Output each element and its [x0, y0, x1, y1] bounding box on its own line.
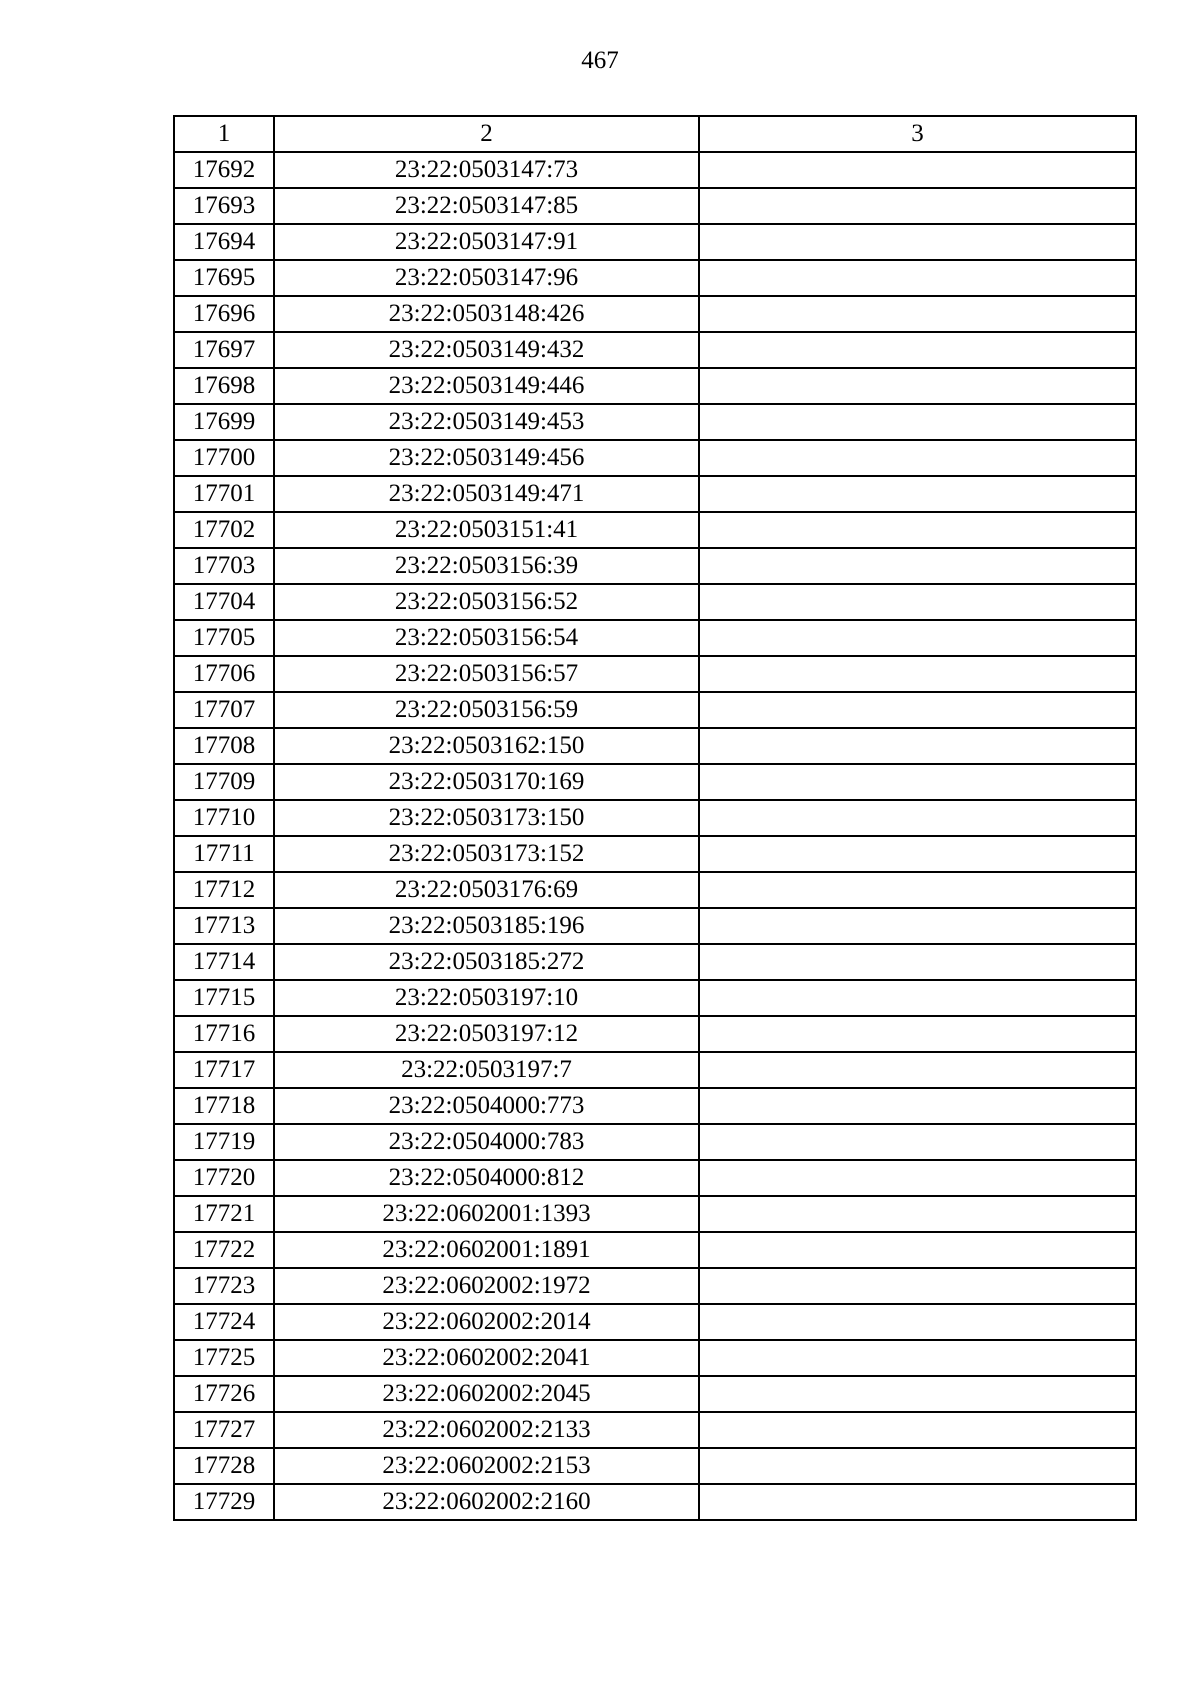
table-row: [174, 440, 1136, 476]
table-row: [174, 1412, 1136, 1448]
cell-row-number: 17724: [174, 1304, 274, 1340]
cell-row-number: 17696: [174, 296, 274, 332]
cell-note: [699, 1196, 1136, 1232]
cell-note: [699, 836, 1136, 872]
cell-cadastral-number: 23:22:0504000:812: [274, 1160, 699, 1196]
table-row: [174, 548, 1136, 584]
table-row: [174, 1196, 1136, 1232]
cell-cadastral-number: 23:22:0602002:2133: [274, 1412, 699, 1448]
cell-note: [699, 1052, 1136, 1088]
cell-row-number: 17726: [174, 1376, 274, 1412]
table-row: [174, 584, 1136, 620]
cell-cadastral-number: 23:22:0503156:52: [274, 584, 699, 620]
cell-cadastral-number: 23:22:0503176:69: [274, 872, 699, 908]
cell-row-number: 17723: [174, 1268, 274, 1304]
cell-note: [699, 728, 1136, 764]
cell-note: [699, 1016, 1136, 1052]
table-header-row: [174, 116, 1136, 152]
cell-cadastral-number: 23:22:0602002:2160: [274, 1484, 699, 1520]
cell-cadastral-number: 23:22:0503147:91: [274, 224, 699, 260]
table-body: [174, 152, 1136, 1520]
cell-note: [699, 692, 1136, 728]
cell-cadastral-number: 23:22:0503173:150: [274, 800, 699, 836]
cell-note: [699, 332, 1136, 368]
table-row: [174, 332, 1136, 368]
cell-row-number: 17714: [174, 944, 274, 980]
cell-note: [699, 1160, 1136, 1196]
cell-row-number: 17692: [174, 152, 274, 188]
cell-note: [699, 1268, 1136, 1304]
table-row: [174, 1124, 1136, 1160]
cell-cadastral-number: 23:22:0503147:96: [274, 260, 699, 296]
cell-cadastral-number: 23:22:0503185:272: [274, 944, 699, 980]
cell-row-number: 17695: [174, 260, 274, 296]
table-row: [174, 512, 1136, 548]
registry-table: [173, 115, 1137, 1521]
table-row: [174, 224, 1136, 260]
cell-note: [699, 296, 1136, 332]
table-row: [174, 908, 1136, 944]
cell-cadastral-number: 23:22:0503197:10: [274, 980, 699, 1016]
table-row: [174, 800, 1136, 836]
cell-cadastral-number: 23:22:0602001:1891: [274, 1232, 699, 1268]
table-row: [174, 368, 1136, 404]
table-row: [174, 620, 1136, 656]
table-row: [174, 1340, 1136, 1376]
cell-note: [699, 476, 1136, 512]
cell-note: [699, 620, 1136, 656]
cell-cadastral-number: 23:22:0503197:12: [274, 1016, 699, 1052]
cell-cadastral-number: 23:22:0503197:7: [274, 1052, 699, 1088]
cell-note: [699, 1232, 1136, 1268]
cell-cadastral-number: 23:22:0504000:773: [274, 1088, 699, 1124]
table-row: [174, 1232, 1136, 1268]
cell-row-number: 17728: [174, 1448, 274, 1484]
page-number: 467: [581, 47, 619, 74]
header-cell-col3: 3: [699, 116, 1136, 152]
cell-cadastral-number: 23:22:0503149:432: [274, 332, 699, 368]
cell-row-number: 17715: [174, 980, 274, 1016]
header-cell-col1: 1: [174, 116, 274, 152]
header-cell-col2: 2: [274, 116, 699, 152]
table-row: [174, 764, 1136, 800]
cell-row-number: 17706: [174, 656, 274, 692]
cell-note: [699, 764, 1136, 800]
cell-cadastral-number: 23:22:0503149:456: [274, 440, 699, 476]
cell-row-number: 17722: [174, 1232, 274, 1268]
cell-cadastral-number: 23:22:0602002:2045: [274, 1376, 699, 1412]
cell-cadastral-number: 23:22:0602002:2014: [274, 1304, 699, 1340]
cell-note: [699, 584, 1136, 620]
table-row: [174, 188, 1136, 224]
cell-row-number: 17727: [174, 1412, 274, 1448]
cell-row-number: 17694: [174, 224, 274, 260]
cell-note: [699, 404, 1136, 440]
cell-cadastral-number: 23:22:0503156:57: [274, 656, 699, 692]
cell-cadastral-number: 23:22:0602002:2153: [274, 1448, 699, 1484]
cell-cadastral-number: 23:22:0503147:85: [274, 188, 699, 224]
cell-note: [699, 1304, 1136, 1340]
table-row: [174, 944, 1136, 980]
table-row: [174, 836, 1136, 872]
cell-note: [699, 224, 1136, 260]
cell-row-number: 17725: [174, 1340, 274, 1376]
cell-cadastral-number: 23:22:0503147:73: [274, 152, 699, 188]
cell-row-number: 17718: [174, 1088, 274, 1124]
cell-note: [699, 1448, 1136, 1484]
table-row: [174, 296, 1136, 332]
cell-cadastral-number: 23:22:0602002:1972: [274, 1268, 699, 1304]
cell-note: [699, 944, 1136, 980]
cell-cadastral-number: 23:22:0503185:196: [274, 908, 699, 944]
cell-row-number: 17699: [174, 404, 274, 440]
cell-cadastral-number: 23:22:0503151:41: [274, 512, 699, 548]
cell-cadastral-number: 23:22:0503156:39: [274, 548, 699, 584]
cell-cadastral-number: 23:22:0503156:54: [274, 620, 699, 656]
cell-row-number: 17711: [174, 836, 274, 872]
table-row: [174, 1088, 1136, 1124]
table-row: [174, 872, 1136, 908]
cell-note: [699, 1124, 1136, 1160]
cell-row-number: 17693: [174, 188, 274, 224]
cell-note: [699, 512, 1136, 548]
cell-cadastral-number: 23:22:0503162:150: [274, 728, 699, 764]
table-row: [174, 692, 1136, 728]
cell-cadastral-number: 23:22:0503170:169: [274, 764, 699, 800]
table-row: [174, 1448, 1136, 1484]
cell-row-number: 17698: [174, 368, 274, 404]
cell-cadastral-number: 23:22:0503156:59: [274, 692, 699, 728]
table-row: [174, 1268, 1136, 1304]
table-row: [174, 656, 1136, 692]
cell-row-number: 17709: [174, 764, 274, 800]
cell-cadastral-number: 23:22:0503149:446: [274, 368, 699, 404]
cell-note: [699, 152, 1136, 188]
cell-note: [699, 188, 1136, 224]
cell-row-number: 17704: [174, 584, 274, 620]
cell-note: [699, 656, 1136, 692]
table-row: [174, 476, 1136, 512]
cell-cadastral-number: 23:22:0503148:426: [274, 296, 699, 332]
cell-row-number: 17707: [174, 692, 274, 728]
table-row: [174, 1160, 1136, 1196]
cell-cadastral-number: 23:22:0503149:453: [274, 404, 699, 440]
cell-row-number: 17702: [174, 512, 274, 548]
cell-row-number: 17703: [174, 548, 274, 584]
cell-note: [699, 1484, 1136, 1520]
table-row: [174, 1484, 1136, 1520]
table-row: [174, 980, 1136, 1016]
cell-note: [699, 800, 1136, 836]
cell-row-number: 17713: [174, 908, 274, 944]
cell-row-number: 17712: [174, 872, 274, 908]
table-row: [174, 1376, 1136, 1412]
cell-cadastral-number: 23:22:0602001:1393: [274, 1196, 699, 1232]
table-row: [174, 404, 1136, 440]
cell-row-number: 17721: [174, 1196, 274, 1232]
cell-row-number: 17705: [174, 620, 274, 656]
cell-row-number: 17719: [174, 1124, 274, 1160]
cell-note: [699, 872, 1136, 908]
cell-note: [699, 1340, 1136, 1376]
table-row: [174, 728, 1136, 764]
cell-note: [699, 1412, 1136, 1448]
cell-row-number: 17701: [174, 476, 274, 512]
cell-row-number: 17700: [174, 440, 274, 476]
cell-row-number: 17729: [174, 1484, 274, 1520]
cell-note: [699, 980, 1136, 1016]
cell-note: [699, 548, 1136, 584]
cell-note: [699, 1088, 1136, 1124]
cell-note: [699, 260, 1136, 296]
cell-row-number: 17717: [174, 1052, 274, 1088]
table-row: [174, 1016, 1136, 1052]
cell-note: [699, 368, 1136, 404]
cell-row-number: 17716: [174, 1016, 274, 1052]
cell-cadastral-number: 23:22:0602002:2041: [274, 1340, 699, 1376]
cell-note: [699, 440, 1136, 476]
cell-note: [699, 1376, 1136, 1412]
table-row: [174, 152, 1136, 188]
table-row: [174, 1052, 1136, 1088]
cell-note: [699, 908, 1136, 944]
cell-row-number: 17720: [174, 1160, 274, 1196]
table-row: [174, 260, 1136, 296]
table-row: [174, 1304, 1136, 1340]
cell-row-number: 17697: [174, 332, 274, 368]
cell-cadastral-number: 23:22:0503149:471: [274, 476, 699, 512]
cell-row-number: 17708: [174, 728, 274, 764]
cell-cadastral-number: 23:22:0503173:152: [274, 836, 699, 872]
cell-cadastral-number: 23:22:0504000:783: [274, 1124, 699, 1160]
cell-row-number: 17710: [174, 800, 274, 836]
